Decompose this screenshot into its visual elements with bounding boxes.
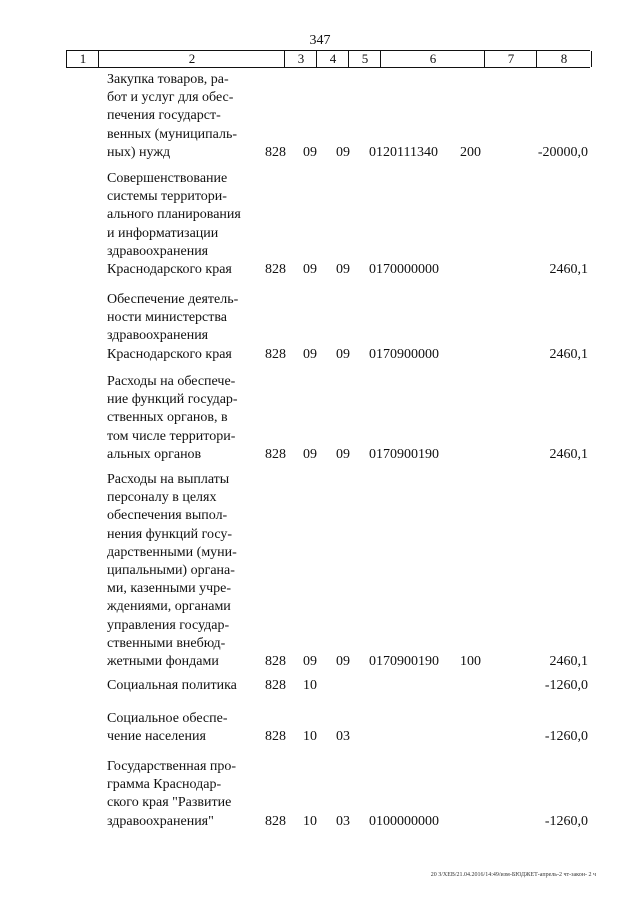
cell-c8: 2460,1 bbox=[549, 654, 588, 669]
description-line: Социальное обеспе- bbox=[107, 711, 228, 726]
column-header-2: 2 bbox=[98, 51, 285, 67]
description-line: управления государ- bbox=[107, 617, 230, 633]
description-line: обеспечения выпол- bbox=[107, 508, 228, 524]
cell-c5: 09 bbox=[336, 654, 350, 669]
column-header-8: 8 bbox=[536, 51, 592, 67]
description-line: Краснодарского края bbox=[107, 346, 232, 362]
description-line: ности министерства bbox=[107, 310, 228, 326]
description-line: Государственная про- bbox=[107, 759, 237, 774]
cell-c3: 828 bbox=[265, 654, 286, 669]
description-line: ского края "Развитие bbox=[107, 795, 232, 811]
description-line: ального планирования bbox=[107, 207, 241, 223]
page-number: 347 bbox=[309, 33, 331, 48]
description-line: и информатизации bbox=[107, 225, 219, 241]
cell-c3: 828 bbox=[265, 446, 286, 462]
cell-c6: 0170900190 bbox=[369, 654, 439, 669]
cell-c5: 09 bbox=[336, 346, 350, 362]
cell-c8: -1260,0 bbox=[544, 813, 588, 829]
cell-c8: 2460,1 bbox=[549, 446, 588, 462]
description-line: Расходы на обеспече- bbox=[107, 374, 236, 389]
description-line: Социальная политика bbox=[107, 678, 237, 693]
column-header-1: 1 bbox=[66, 51, 99, 67]
cell-c6: 0100000000 bbox=[369, 813, 439, 829]
description-line: дарственными (муни- bbox=[107, 544, 237, 560]
description-line: Краснодарского края bbox=[107, 262, 232, 278]
description-line: здравоохранения bbox=[107, 328, 209, 344]
cell-c3: 828 bbox=[265, 813, 286, 829]
column-header-7: 7 bbox=[484, 51, 537, 67]
cell-c8: -1260,0 bbox=[544, 729, 588, 745]
description-line: Расходы на выплаты bbox=[107, 472, 230, 487]
cell-c3: 828 bbox=[265, 729, 286, 745]
cell-c4: 10 bbox=[303, 678, 317, 693]
cell-c3: 828 bbox=[265, 346, 286, 362]
cell-c3: 828 bbox=[265, 144, 286, 160]
description-line: Закупка товаров, ра- bbox=[107, 72, 229, 87]
row-description bbox=[107, 710, 252, 746]
column-header-6: 6 bbox=[380, 51, 485, 67]
description-line: чение населения bbox=[107, 729, 206, 745]
column-header-3: 3 bbox=[284, 51, 317, 67]
description-line: ждениями, органами bbox=[107, 599, 231, 615]
description-line: том числе территори- bbox=[107, 428, 236, 444]
cell-c6: 0170900000 bbox=[369, 346, 439, 362]
description-line: здравоохранения bbox=[107, 243, 209, 259]
cell-c4: 10 bbox=[303, 729, 317, 745]
cell-c7: 100 bbox=[460, 654, 481, 669]
footer-note: 20 З/ХЕВ/21.04.2016/14:49/изм-БЮДЖЕТ-апрель-2 чт-закон- 2 ч bbox=[430, 872, 596, 878]
cell-c8: -1260,0 bbox=[544, 678, 588, 693]
description-line: бот и услуг для обес- bbox=[107, 90, 234, 106]
description-line: печения государст- bbox=[107, 108, 221, 124]
description-line: персоналу в целях bbox=[107, 490, 217, 506]
description-line: ных) нужд bbox=[107, 144, 171, 160]
row-description bbox=[107, 677, 252, 695]
description-line: жетными фондами bbox=[107, 654, 219, 670]
cell-c5: 03 bbox=[336, 813, 350, 829]
cell-c3: 828 bbox=[265, 262, 286, 277]
cell-c4: 09 bbox=[303, 446, 317, 462]
description-line: Совершенствование bbox=[107, 171, 228, 186]
description-line: ственными внебюд- bbox=[107, 635, 226, 651]
description-line: здравоохранения" bbox=[107, 813, 214, 829]
cell-c6: 0170000000 bbox=[369, 262, 439, 277]
description-line: ственных органов, в bbox=[107, 410, 228, 426]
cell-c4: 09 bbox=[303, 144, 317, 160]
column-header-5: 5 bbox=[348, 51, 381, 67]
cell-c6: 0170900190 bbox=[369, 446, 439, 462]
cell-c3: 828 bbox=[265, 678, 286, 693]
row-description bbox=[107, 373, 252, 464]
cell-c5: 09 bbox=[336, 446, 350, 462]
description-line: ми, казенными учре- bbox=[107, 581, 232, 597]
description-line: ние функций государ- bbox=[107, 392, 238, 408]
description-line: венных (муниципаль- bbox=[107, 126, 237, 142]
description-line: нения функций госу- bbox=[107, 526, 233, 542]
cell-c6: 0120111340 bbox=[369, 144, 438, 160]
column-header-4: 4 bbox=[316, 51, 349, 67]
row-description bbox=[107, 758, 252, 831]
table-header bbox=[66, 50, 590, 68]
cell-c5: 03 bbox=[336, 729, 350, 745]
cell-c5: 09 bbox=[336, 144, 350, 160]
description-line: Обеспечение деятель- bbox=[107, 292, 239, 307]
description-line: грамма Краснодар- bbox=[107, 777, 222, 793]
cell-c7: 200 bbox=[460, 144, 481, 160]
row-description bbox=[107, 291, 252, 364]
description-line: системы территори- bbox=[107, 189, 227, 205]
row-description bbox=[107, 471, 252, 671]
cell-c4: 10 bbox=[303, 813, 317, 829]
cell-c8: 2460,1 bbox=[549, 346, 588, 362]
cell-c4: 09 bbox=[303, 262, 317, 277]
cell-c4: 09 bbox=[303, 346, 317, 362]
cell-c5: 09 bbox=[336, 262, 350, 277]
cell-c8: -20000,0 bbox=[537, 144, 588, 160]
cell-c8: 2460,1 bbox=[549, 262, 588, 277]
row-description bbox=[107, 170, 252, 279]
cell-c4: 09 bbox=[303, 654, 317, 669]
description-line: альных органов bbox=[107, 446, 202, 462]
description-line: ципальными) органа- bbox=[107, 563, 235, 579]
row-description bbox=[107, 71, 252, 162]
